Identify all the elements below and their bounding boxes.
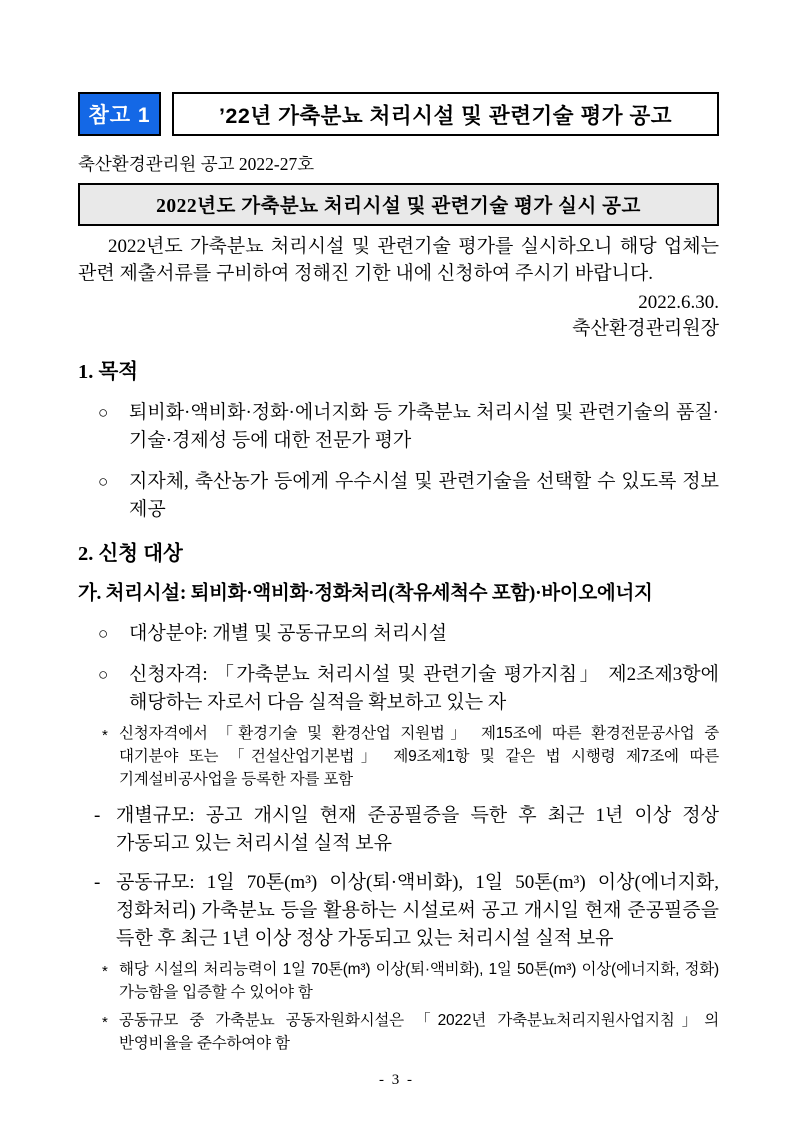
dash-bullet-icon: - [94,872,101,893]
footnote-item [78,1009,719,1055]
footnote-text: 공동규모 중 가축분뇨 공동자원화시설은 「2022년 가축분뇨처리지원사업지침」의 반영비율을 준수하여야 함 [119,1012,719,1052]
section-2-subheading: 가. 처리시설: 퇴비화·액비화·정화처리(착유세척수 포함)·바이오에너지 [78,583,653,604]
page-number: - 3 - [379,1072,414,1088]
announcement-title-box [78,183,719,226]
document-title: ’22년 가축분뇨 처리시설 및 관련기술 평가 공고 [218,103,673,128]
asterisk-marker-icon: * [102,727,108,744]
list-item-text: 신청자격: 「가축분뇨 처리시설 및 관련기술 평가지침」 제2조제3항에 해당하는 자로서 다음 실적을 확보하고 있는 자 [129,664,719,713]
footnote-text: 신청자격에서 「환경기술 및 환경산업 지원법」 제15조에 따른 환경전문공사업 중 대기분야 또는 「건설산업기본법」 제9조제1항 및 같은 법 시행령 제7조에 따른 기계설비공사업을 등록한 자를 포함 [119,725,719,788]
list-item [78,468,719,524]
dash-bullet-icon: - [94,805,101,826]
signature-line: 축산환경관리원장 [572,318,719,339]
announcement-title: 2022년도 가축분뇨 처리시설 및 관련기술 평가 실시 공고 [156,196,641,217]
footnote-item [78,958,719,1004]
list-item [78,620,719,648]
list-item [78,661,719,717]
asterisk-marker-icon: * [102,1014,108,1031]
list-item [78,802,719,858]
list-item-text: 퇴비화·액비화·정화·에너지화 등 가축분뇨 처리시설 및 관련기술의 품질·기술·경제성 등에 대한 전문가 평가 [129,402,719,451]
reference-badge-label: 참고 1 [88,104,151,127]
footnote-text: 해당 시설의 처리능력이 1일 70톤(m³) 이상(퇴·액비화), 1일 50톤(m³) 이상(에너지화, 정화) 가능함을 입증할 수 있어야 함 [119,961,719,1001]
section-2-heading: 2. 신청 대상 [78,543,183,565]
list-item-text: 공동규모: 1일 70톤(m³) 이상(퇴·액비화), 1일 50톤(m³) 이상(에너지화, 정화처리) 가축분뇨 등을 활용하는 시설로써 공고 개시일 현재 준공필증을 득한 후 최근 1년 이상 정상 가동되고 있는 처리시설 실적 보유 [116,872,719,949]
footnote-item [78,722,719,791]
list-item [78,399,719,455]
reference-badge [78,92,161,136]
circle-bullet-icon: ○ [98,624,109,643]
announcement-date: 2022.6.30. [638,292,719,313]
document-title-box [172,92,719,136]
document-header [78,92,719,136]
circle-bullet-icon: ○ [98,472,109,491]
list-item [78,869,719,953]
notice-number: 축산환경관리원 공고 2022-27호 [78,154,315,174]
list-item-text: 대상분야: 개별 및 공동규모의 처리시설 [129,623,447,644]
circle-bullet-icon: ○ [98,403,109,422]
circle-bullet-icon: ○ [98,665,109,684]
intro-paragraph: 2022년도 가축분뇨 처리시설 및 관련기술 평가를 실시하오니 해당 업체는 관련 제출서류를 구비하여 정해진 기한 내에 신청하여 주시기 바랍니다. [78,236,719,284]
section-1-heading: 1. 목적 [78,361,139,383]
asterisk-marker-icon: * [102,963,108,980]
list-item-text: 지자체, 축산농가 등에게 우수시설 및 관련기술을 선택할 수 있도록 정보 제공 [129,471,719,520]
list-item-text: 개별규모: 공고 개시일 현재 준공필증을 득한 후 최근 1년 이상 정상 가동되고 있는 처리시설 실적 보유 [116,805,719,854]
